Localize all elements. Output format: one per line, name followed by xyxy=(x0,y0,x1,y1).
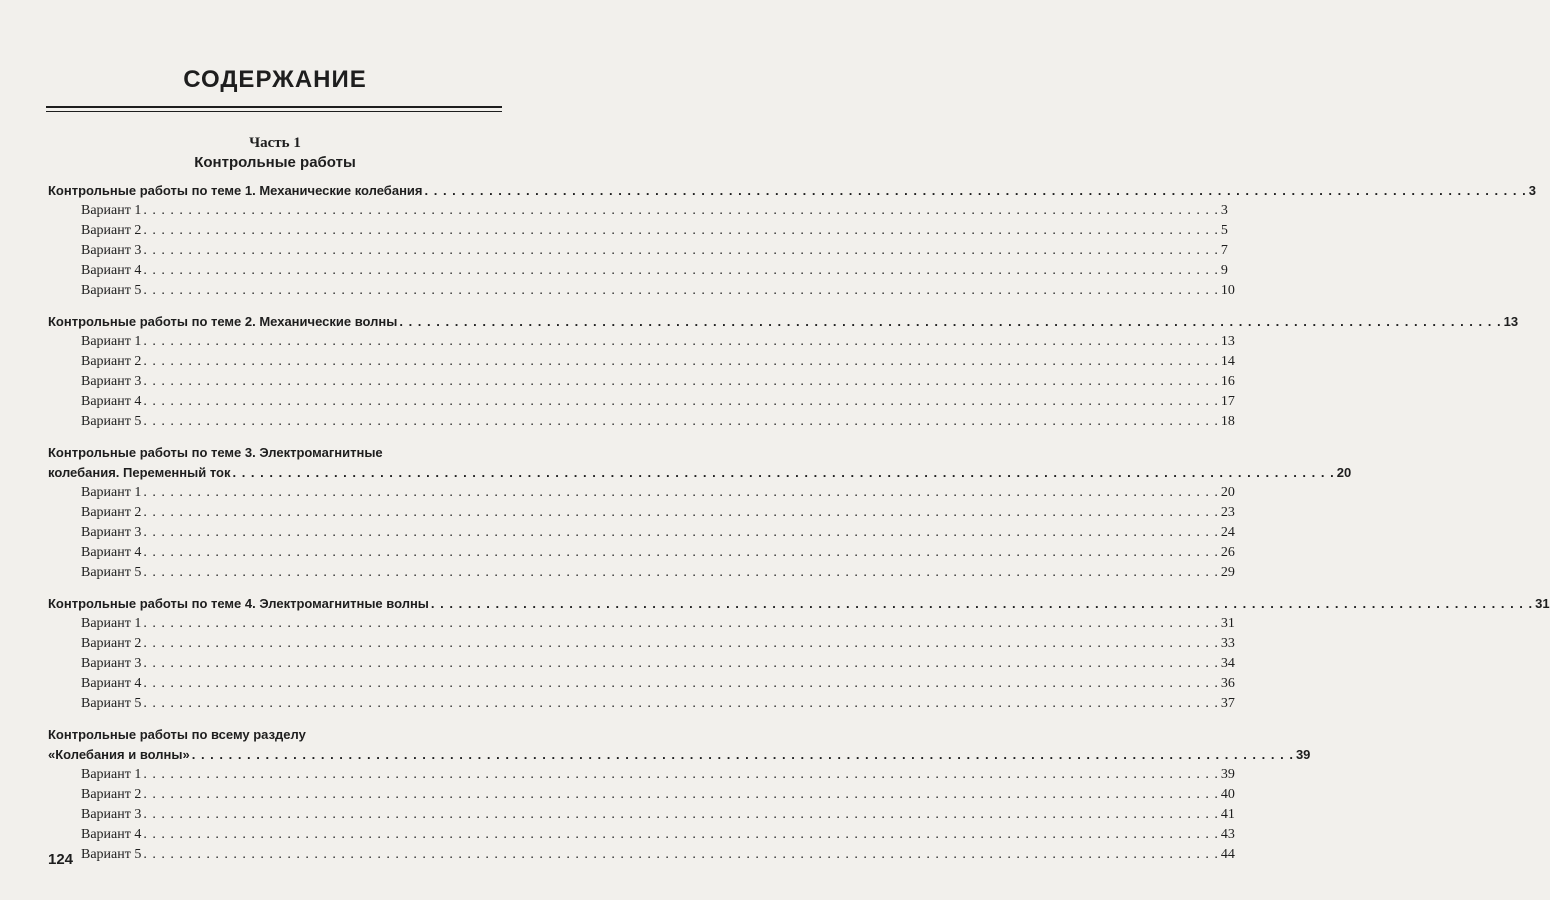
toc-variant-entry xyxy=(48,332,1235,352)
toc-variant-entry-page: 44 xyxy=(1220,847,1235,862)
toc-section-entry xyxy=(48,181,1536,201)
toc-variant-entry-title: Вариант 4 xyxy=(81,394,142,409)
toc-variant-entry-page: 13 xyxy=(1220,334,1235,349)
toc-variant-entry-title: Вариант 3 xyxy=(81,243,142,258)
toc-variant-entry-title: Вариант 1 xyxy=(81,767,142,782)
toc-variant-entry-title: Вариант 5 xyxy=(81,565,142,580)
toc-variant-entry xyxy=(48,281,1235,301)
dot-leader: . . . . . . . . . . . . . . . . . . . . . . . . . . . . . . . . . . . . . . . . . . . . . . . . . . . . . . . . . . . . . . . . . . . . . . . . . . . . . . . . . . . . . . . . . . . . . . . . . . . . . . . . . . . . . . . . . . . . . . . . xyxy=(143,676,1219,691)
toc-section-entry-title: Контрольные работы по теме 1. Механические колебания xyxy=(48,183,423,198)
toc-variant-entry xyxy=(48,825,1235,845)
toc-section-entry xyxy=(48,745,1311,765)
toc-variant-entry xyxy=(48,483,1235,503)
toc-section-entry-title: колебания. Переменный ток xyxy=(48,465,231,480)
toc-variant-entry-page: 26 xyxy=(1220,545,1235,560)
toc-variant-entry-page: 39 xyxy=(1220,767,1235,782)
contents-heading: СОДЕРЖАНИЕ xyxy=(183,66,367,93)
part-number: Часть 1 xyxy=(249,135,301,151)
toc-variant-entry xyxy=(48,694,1235,714)
toc-variant-entry-page: 41 xyxy=(1220,807,1235,822)
toc-section-entry-page: 31 xyxy=(1535,596,1550,611)
toc-variant-entry-page: 33 xyxy=(1220,636,1235,651)
toc-variant-entry-title: Вариант 2 xyxy=(81,636,142,651)
toc-variant-entry-title: Вариант 3 xyxy=(81,656,142,671)
toc-variant-entry-page: 3 xyxy=(1220,203,1228,218)
dot-leader: . . . . . . . . . . . . . . . . . . . . . . . . . . . . . . . . . . . . . . . . . . . . . . . . . . . . . . . . . . . . . . . . . . . . . . . . . . . . . . . . . . . . . . . . . . . . . . . . . . . . . . . . . . . . . . . . . . . . . . . . xyxy=(143,787,1219,802)
toc-variant-entry-page: 40 xyxy=(1220,787,1235,802)
dot-leader: . . . . . . . . . . . . . . . . . . . . . . . . . . . . . . . . . . . . . . . . . . . . . . . . . . . . . . . . . . . . . . . . . . . . . . . . . . . . . . . . . . . . . . . . . . . . . . . . . . . . . . . . . . . . . . . . . . . . . . . . xyxy=(143,263,1219,278)
toc-section-entry-title: Контрольные работы по теме 4. Электромагнитные волны xyxy=(48,596,429,611)
dot-leader: . . . . . . . . . . . . . . . . . . . . . . . . . . . . . . . . . . . . . . . . . . . . . . . . . . . . . . . . . . . . . . . . . . . . . . . . . . . . . . . . . . . . . . . . . . . . . . . . . . . . . . . . . . . . . . . . . . . . . . . . xyxy=(143,334,1219,349)
toc-variant-entry-title: Вариант 4 xyxy=(81,545,142,560)
toc-variant-entry xyxy=(48,352,1235,372)
toc-variant-entry xyxy=(48,654,1235,674)
toc-variant-entry-title: Вариант 4 xyxy=(81,263,142,278)
toc-variant-entry-title: Вариант 5 xyxy=(81,283,142,298)
dot-leader: . . . . . . . . . . . . . . . . . . . . . . . . . . . . . . . . . . . . . . . . . . . . . . . . . . . . . . . . . . . . . . . . . . . . . . . . . . . . . . . . . . . . . . . . . . . . . . . . . . . . . . . . . . . . . . . . . . . . . . . . xyxy=(143,283,1219,298)
toc-variant-entry xyxy=(48,372,1235,392)
toc-variant-entry xyxy=(48,674,1235,694)
toc-section xyxy=(48,312,1519,432)
toc-variant-entry xyxy=(48,785,1235,805)
toc-variant-entry-page: 29 xyxy=(1220,565,1235,580)
dot-leader: . . . . . . . . . . . . . . . . . . . . . . . . . . . . . . . . . . . . . . . . . . . . . . . . . . . . . . . . . . . . . . . . . . . . . . . . . . . . . . . . . . . . . . . . . . . . . . . . . . . . . . . . . . . . . . . . . . . . . . . . xyxy=(143,767,1219,782)
toc-section-entry xyxy=(48,594,1550,614)
toc-variant-entry-title: Вариант 5 xyxy=(81,414,142,429)
toc-section xyxy=(48,181,1536,301)
toc-variant-entry xyxy=(48,412,1235,432)
dot-leader: . . . . . . . . . . . . . . . . . . . . . . . . . . . . . . . . . . . . . . . . . . . . . . . . . . . . . . . . . . . . . . . . . . . . . . . . . . . . . . . . . . . . . . . . . . . . . . . . . . . . . . . . . . . . . . . . . . . . . . . . xyxy=(143,525,1219,540)
dot-leader: . . . . . . . . . . . . . . . . . . . . . . . . . . . . . . . . . . . . . . . . . . . . . . . . . . . . . . . . . . . . . . . . . . . . . . . . . . . . . . . . . . . . . . . . . . . . . . . . . . . . . . . . . . . . . . . . . . . . . . . . xyxy=(143,394,1219,409)
toc-variant-entry xyxy=(48,563,1235,583)
toc-variant-entry-page: 9 xyxy=(1220,263,1228,278)
dot-leader: . . . . . . . . . . . . . . . . . . . . . . . . . . . . . . . . . . . . . . . . . . . . . . . . . . . . . . . . . . . . . . . . . . . . . . . . . . . . . . . . . . . . . . . . . . . . . . . . . . . . . . . . . . . . . . . . . . . . . . . . xyxy=(143,223,1219,238)
toc-variant-entry xyxy=(48,845,1235,865)
toc-variant-entry-page: 43 xyxy=(1220,827,1235,842)
toc-variant-entry-page: 5 xyxy=(1220,223,1228,238)
dot-leader: . . . . . . . . . . . . . . . . . . . . . . . . . . . . . . . . . . . . . . . . . . . . . . . . . . . . . . . . . . . . . . . . . . . . . . . . . . . . . . . . . . . . . . . . . . . . . . . . . . . . . . . . . . . . . . . . . . . . . . . . xyxy=(143,354,1219,369)
dot-leader: . . . . . . . . . . . . . . . . . . . . . . . . . . . . . . . . . . . . . . . . . . . . . . . . . . . . . . . . . . . . . . . . . . . . . . . . . . . . . . . . . . . . . . . . . . . . . . . . . . . . . . . . . . . . . . . . . . . . . . . . xyxy=(143,847,1219,862)
toc-variant-entry-title: Вариант 2 xyxy=(81,505,142,520)
toc-section-entry-page: 39 xyxy=(1295,747,1311,762)
dot-leader: . . . . . . . . . . . . . . . . . . . . . . . . . . . . . . . . . . . . . . . . . . . . . . . . . . . . . . . . . . . . . . . . . . . . . . . . . . . . . . . . . . . . . . . . . . . . . . . . . . . . . . . . . . . . . . . . . . . . . . . . xyxy=(143,545,1219,560)
toc-variant-entry xyxy=(48,503,1235,523)
toc-variant-entry xyxy=(48,392,1235,412)
toc-variant-entry-page: 10 xyxy=(1220,283,1235,298)
toc-variant-entry-title: Вариант 1 xyxy=(81,616,142,631)
toc-variant-entry xyxy=(48,765,1235,785)
toc-section-entry-page: 20 xyxy=(1336,465,1352,480)
dot-leader: . . . . . . . . . . . . . . . . . . . . . . . . . . . . . . . . . . . . . . . . . . . . . . . . . . . . . . . . . . . . . . . . . . . . . . . . . . . . . . . . . . . . . . . . . . . . . . . . . . . . . . . . . . . . . . . . . . . . . . . . xyxy=(430,596,1534,611)
dot-leader: . . . . . . . . . . . . . . . . . . . . . . . . . . . . . . . . . . . . . . . . . . . . . . . . . . . . . . . . . . . . . . . . . . . . . . . . . . . . . . . . . . . . . . . . . . . . . . . . . . . . . . . . . . . . . . . . . . . . . . . . xyxy=(143,807,1219,822)
toc-variant-entry-page: 17 xyxy=(1220,394,1235,409)
toc-variant-entry-page: 14 xyxy=(1220,354,1235,369)
dot-leader: . . . . . . . . . . . . . . . . . . . . . . . . . . . . . . . . . . . . . . . . . . . . . . . . . . . . . . . . . . . . . . . . . . . . . . . . . . . . . . . . . . . . . . . . . . . . . . . . . . . . . . . . . . . . . . . . . . . . . . . . xyxy=(143,656,1219,671)
toc-variant-entry-page: 34 xyxy=(1220,656,1235,671)
toc-variant-entry-title: Вариант 2 xyxy=(81,787,142,802)
dot-leader: . . . . . . . . . . . . . . . . . . . . . . . . . . . . . . . . . . . . . . . . . . . . . . . . . . . . . . . . . . . . . . . . . . . . . . . . . . . . . . . . . . . . . . . . . . . . . . . . . . . . . . . . . . . . . . . . . . . . . . . . xyxy=(232,465,1335,480)
toc-section-entry-title: «Колебания и волны» xyxy=(48,747,190,762)
toc-variant-entry-title: Вариант 5 xyxy=(81,696,142,711)
page-number: 124 xyxy=(48,851,74,868)
toc-variant-entry-page: 23 xyxy=(1220,505,1235,520)
dot-leader: . . . . . . . . . . . . . . . . . . . . . . . . . . . . . . . . . . . . . . . . . . . . . . . . . . . . . . . . . . . . . . . . . . . . . . . . . . . . . . . . . . . . . . . . . . . . . . . . . . . . . . . . . . . . . . . . . . . . . . . . xyxy=(143,414,1219,429)
toc-section xyxy=(48,594,1550,714)
toc-variant-entry xyxy=(48,614,1235,634)
toc-section-entry xyxy=(48,463,1352,483)
toc-variant-entry xyxy=(48,634,1235,654)
dot-leader: . . . . . . . . . . . . . . . . . . . . . . . . . . . . . . . . . . . . . . . . . . . . . . . . . . . . . . . . . . . . . . . . . . . . . . . . . . . . . . . . . . . . . . . . . . . . . . . . . . . . . . . . . . . . . . . . . . . . . . . . xyxy=(143,505,1219,520)
dot-leader: . . . . . . . . . . . . . . . . . . . . . . . . . . . . . . . . . . . . . . . . . . . . . . . . . . . . . . . . . . . . . . . . . . . . . . . . . . . . . . . . . . . . . . . . . . . . . . . . . . . . . . . . . . . . . . . . . . . . . . . . xyxy=(143,827,1219,842)
toc-section-entry xyxy=(48,312,1519,332)
dot-leader: . . . . . . . . . . . . . . . . . . . . . . . . . . . . . . . . . . . . . . . . . . . . . . . . . . . . . . . . . . . . . . . . . . . . . . . . . . . . . . . . . . . . . . . . . . . . . . . . . . . . . . . . . . . . . . . . . . . . . . . . xyxy=(143,565,1219,580)
heading-rule-thick xyxy=(46,106,502,108)
toc-variant-entry-title: Вариант 1 xyxy=(81,485,142,500)
toc-variant-entry-title: Вариант 2 xyxy=(81,354,142,369)
toc-variant-entry xyxy=(48,543,1235,563)
toc-variant-entry xyxy=(48,261,1228,281)
toc-variant-entry-page: 18 xyxy=(1220,414,1235,429)
toc-variant-entry-page: 7 xyxy=(1220,243,1228,258)
dot-leader: . . . . . . . . . . . . . . . . . . . . . . . . . . . . . . . . . . . . . . . . . . . . . . . . . . . . . . . . . . . . . . . . . . . . . . . . . . . . . . . . . . . . . . . . . . . . . . . . . . . . . . . . . . . . . . . . . . . . . . . . xyxy=(399,314,1502,329)
dot-leader: . . . . . . . . . . . . . . . . . . . . . . . . . . . . . . . . . . . . . . . . . . . . . . . . . . . . . . . . . . . . . . . . . . . . . . . . . . . . . . . . . . . . . . . . . . . . . . . . . . . . . . . . . . . . . . . . . . . . . . . . xyxy=(143,374,1219,389)
toc-variant-entry-title: Вариант 1 xyxy=(81,334,142,349)
toc-variant-entry-title: Вариант 2 xyxy=(81,223,142,238)
heading-rule-thin xyxy=(46,111,502,112)
toc-section-title-line: Контрольные работы по теме 3. Электромагнитные xyxy=(48,445,383,460)
dot-leader: . . . . . . . . . . . . . . . . . . . . . . . . . . . . . . . . . . . . . . . . . . . . . . . . . . . . . . . . . . . . . . . . . . . . . . . . . . . . . . . . . . . . . . . . . . . . . . . . . . . . . . . . . . . . . . . . . . . . . . . . xyxy=(143,485,1219,500)
toc-variant-entry-title: Вариант 3 xyxy=(81,374,142,389)
toc-variant-entry-page: 16 xyxy=(1220,374,1235,389)
toc-section xyxy=(48,725,1311,865)
toc-variant-entry-title: Вариант 3 xyxy=(81,525,142,540)
toc-section-entry-title: Контрольные работы по теме 2. Механические волны xyxy=(48,314,398,329)
toc-variant-entry-title: Вариант 4 xyxy=(81,827,142,842)
dot-leader: . . . . . . . . . . . . . . . . . . . . . . . . . . . . . . . . . . . . . . . . . . . . . . . . . . . . . . . . . . . . . . . . . . . . . . . . . . . . . . . . . . . . . . . . . . . . . . . . . . . . . . . . . . . . . . . . . . . . . . . . xyxy=(143,616,1219,631)
part-title: Контрольные работы xyxy=(194,154,356,171)
table-of-contents xyxy=(48,181,1550,876)
toc-variant-entry xyxy=(48,201,1228,221)
toc-variant-entry-page: 31 xyxy=(1220,616,1235,631)
toc-variant-entry-page: 20 xyxy=(1220,485,1235,500)
toc-section-entry-page: 3 xyxy=(1528,183,1536,198)
dot-leader: . . . . . . . . . . . . . . . . . . . . . . . . . . . . . . . . . . . . . . . . . . . . . . . . . . . . . . . . . . . . . . . . . . . . . . . . . . . . . . . . . . . . . . . . . . . . . . . . . . . . . . . . . . . . . . . . . . . . . . . . xyxy=(191,747,1294,762)
toc-variant-entry-title: Вариант 3 xyxy=(81,807,142,822)
dot-leader: . . . . . . . . . . . . . . . . . . . . . . . . . . . . . . . . . . . . . . . . . . . . . . . . . . . . . . . . . . . . . . . . . . . . . . . . . . . . . . . . . . . . . . . . . . . . . . . . . . . . . . . . . . . . . . . . . . . . . . . . xyxy=(424,183,1527,198)
toc-variant-entry-title: Вариант 5 xyxy=(81,847,142,862)
toc-variant-entry-page: 37 xyxy=(1220,696,1235,711)
toc-variant-entry xyxy=(48,241,1228,261)
toc-variant-entry-title: Вариант 4 xyxy=(81,676,142,691)
toc-section-title-line: Контрольные работы по всему разделу xyxy=(48,727,306,742)
toc-variant-entry xyxy=(48,523,1235,543)
dot-leader: . . . . . . . . . . . . . . . . . . . . . . . . . . . . . . . . . . . . . . . . . . . . . . . . . . . . . . . . . . . . . . . . . . . . . . . . . . . . . . . . . . . . . . . . . . . . . . . . . . . . . . . . . . . . . . . . . . . . . . . . xyxy=(143,696,1219,711)
dot-leader: . . . . . . . . . . . . . . . . . . . . . . . . . . . . . . . . . . . . . . . . . . . . . . . . . . . . . . . . . . . . . . . . . . . . . . . . . . . . . . . . . . . . . . . . . . . . . . . . . . . . . . . . . . . . . . . . . . . . . . . . xyxy=(143,636,1219,651)
toc-section xyxy=(48,443,1352,583)
toc-section-entry-page: 13 xyxy=(1503,314,1519,329)
toc-variant-entry-page: 36 xyxy=(1220,676,1235,691)
toc-variant-entry xyxy=(48,805,1235,825)
toc-variant-entry-page: 24 xyxy=(1220,525,1235,540)
toc-variant-entry-title: Вариант 1 xyxy=(81,203,142,218)
toc-variant-entry xyxy=(48,221,1228,241)
dot-leader: . . . . . . . . . . . . . . . . . . . . . . . . . . . . . . . . . . . . . . . . . . . . . . . . . . . . . . . . . . . . . . . . . . . . . . . . . . . . . . . . . . . . . . . . . . . . . . . . . . . . . . . . . . . . . . . . . . . . . . . . xyxy=(143,203,1219,218)
dot-leader: . . . . . . . . . . . . . . . . . . . . . . . . . . . . . . . . . . . . . . . . . . . . . . . . . . . . . . . . . . . . . . . . . . . . . . . . . . . . . . . . . . . . . . . . . . . . . . . . . . . . . . . . . . . . . . . . . . . . . . . . xyxy=(143,243,1219,258)
